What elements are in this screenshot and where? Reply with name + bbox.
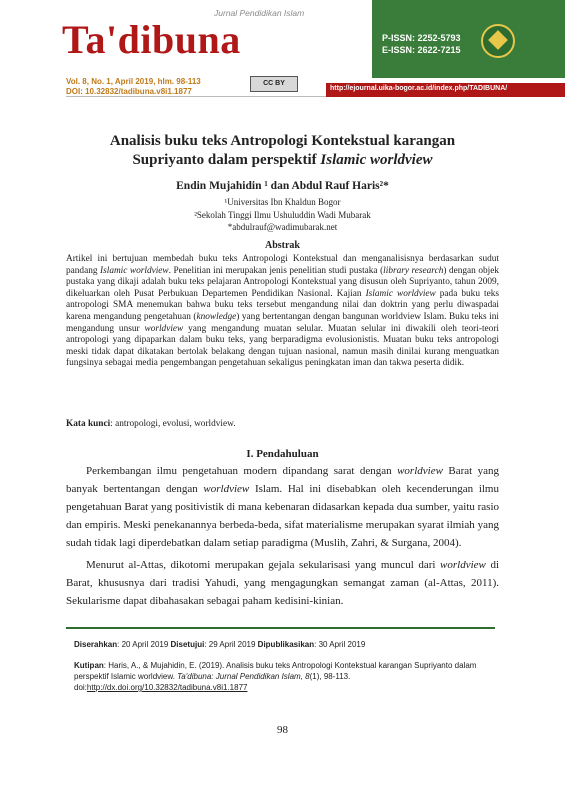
received-value: : 20 April 2019: [117, 640, 171, 649]
para-span: Perkembangan ilmu pengetahuan modern dipandang sarat dengan: [86, 465, 398, 477]
abstract-span: ) dengan objek pustaka yang dikaji adalah buku teks pelajaran Antropologi Kontekstual yang disusun oleh Supriyanto, tahun 2009, dikeluarkan oleh Pusat Perbukuan Departemen Pendidikan Nasional. Kajian: [66, 265, 499, 299]
abstract-span: Artikel ini bertujuan membedah buku teks Antropologi Kontekstual dan menganalisisnya berdasarkan sudut pandang: [66, 254, 499, 276]
page-number: 98: [277, 724, 288, 736]
title-line-1: Analisis buku teks Antropologi Kontekstual karangan: [109, 133, 456, 149]
e-issn: E-ISSN: 2622-7215: [382, 45, 461, 55]
abstract-italic: knowledge: [196, 311, 237, 322]
citation-label: Kutipan: [74, 661, 104, 670]
journal-logo-title: Ta'dibuna: [62, 17, 241, 62]
para-span: Islam. Hal ini disebabkan oleh kecenderungan ilmu pengetahuan Barat yang positivistik di mana kebenaran didasarkan kepada dua sumber, yaitu rasio dan empiris. Meski penekanannya berbeda-beda, sifat materialisme merupakan syarat ilmiah yang sudah tidak lagi diperdebatkan dalam setiap paradigma (Muslih, Zahri, & Surgana, 2004).: [66, 483, 500, 549]
doi-line: DOI: 10.32832/tadibuna.v8i1.1877: [66, 87, 192, 96]
received-label: Diserahkan: [74, 640, 118, 649]
para-italic: worldview: [397, 465, 443, 477]
author-email[interactable]: *abdulrauf@wadimubarak.net: [227, 222, 338, 232]
citation-italic: Ta'dibuna: Jurnal Pendidikan Islam, 8: [177, 672, 310, 681]
article-title: [66, 132, 499, 170]
keywords: [66, 419, 499, 429]
footer-divider: [66, 627, 495, 629]
cc-license-badge[interactable]: CC BY: [250, 76, 298, 92]
para-span: di Barat, khususnya dari tradisi Yahudi, yang mengagungkan semangat zaman (al-Attas, 2011). Sekularisme dapat dibahasakan sebagai paham kedisini-kinian.: [66, 559, 499, 607]
university-seal-icon: [481, 24, 515, 58]
keywords-value: : antropologi, evolusi, worldview.: [110, 419, 236, 429]
abstract-italic: worldview: [144, 323, 184, 334]
section-heading: I. Pendahuluan: [246, 448, 319, 460]
para-span: Barat yang banyak bertentangan dengan: [66, 465, 500, 495]
approved-value: : 29 April 2019: [204, 640, 258, 649]
published-label: Dipublikasikan: [257, 640, 315, 649]
abstract-span: yang mengandung muatan selular. Muatan selular ini diwakili oleh teori-teori antropologi yang dipaparkan dalam buku teks, yang berparadigma evolusionistis. Muatan buku teks antropologi meski tidak dapat dikatakan bertolak belakang dengan tujuan nasional, namun masih dinilai kurang menguatkan fungsinya sebagai media pengembangan pengetahuan sekaligus peningkatan iman dan takwa peserta didik.: [66, 323, 499, 369]
journal-subtitle: Jurnal Pendidikan Islam: [214, 8, 305, 18]
citation-text: (1), 98-113.: [309, 672, 351, 681]
abstract-italic: Islamic worldview: [365, 288, 436, 299]
para-span: Menurut al-Attas, dikotomi merupakan gejala sekularisasi yang muncul dari: [86, 559, 441, 571]
abstract-span: ) yang bertentangan dengan bangunan worldview Islam. Buku teks ini mengandung unsur: [66, 311, 499, 334]
title-line-2-text: Supriyanto dalam perspektif: [132, 152, 321, 168]
citation-text: : Haris, A., & Mujahidin, E. (2019). Analisis buku teks Antropologi Kontekstual karangan Supriyanto dalam perspektif Islamic worldview.: [74, 661, 477, 681]
abstract-text: [66, 254, 499, 370]
affiliation-2: ²Sekolah Tinggi Ilmu Ushuluddin Wadi Mubarak: [194, 210, 371, 220]
affiliation-1: ¹Universitas Ibn Khaldun Bogor: [224, 197, 341, 207]
approved-label: Disetujui: [170, 640, 205, 649]
volume-line: Vol. 8, No. 1, April 2019, hlm. 98-113: [66, 77, 201, 86]
published-value: : 30 April 2019: [314, 640, 366, 649]
p-issn: P-ISSN: 2252-5793: [382, 33, 461, 43]
para-italic: worldview: [440, 559, 486, 571]
abstract-italic: library research: [383, 265, 444, 276]
abstract-span: pada buku teks antropologi SMA menemukan bahwa buku teks tersebut mengandung nilai dan doktrin yang perlu diwaspadai karena mengandung pengetahuan (: [66, 288, 499, 322]
doi-prefix: doi:: [74, 683, 87, 692]
authors: Endin Mujahidin ¹ dan Abdul Rauf Haris²*: [176, 180, 389, 192]
keywords-label: Kata kunci: [66, 419, 111, 429]
title-line-2-italic: Islamic worldview: [320, 152, 433, 168]
doi-link[interactable]: http://dx.doi.org/10.32832/tadibuna.v8i1.1877: [86, 683, 248, 692]
submission-dates: [74, 640, 499, 649]
para-italic: worldview: [203, 483, 250, 495]
citation: [74, 660, 499, 693]
abstract-italic: Islamic worldview: [100, 265, 169, 276]
journal-url-link[interactable]: http://ejournal.uika-bogor.ac.id/index.php/TADIBUNA/: [330, 85, 508, 92]
volume-info: [66, 77, 201, 97]
intro-paragraph-2: [66, 556, 499, 610]
header-divider: [66, 96, 326, 97]
intro-paragraph-1: [66, 462, 499, 552]
abstract-span: . Penelitian ini merupakan jenis penelitian studi pustaka (: [168, 265, 384, 276]
title-line-2: [66, 151, 499, 170]
abstract-heading: Abstrak: [264, 240, 300, 251]
